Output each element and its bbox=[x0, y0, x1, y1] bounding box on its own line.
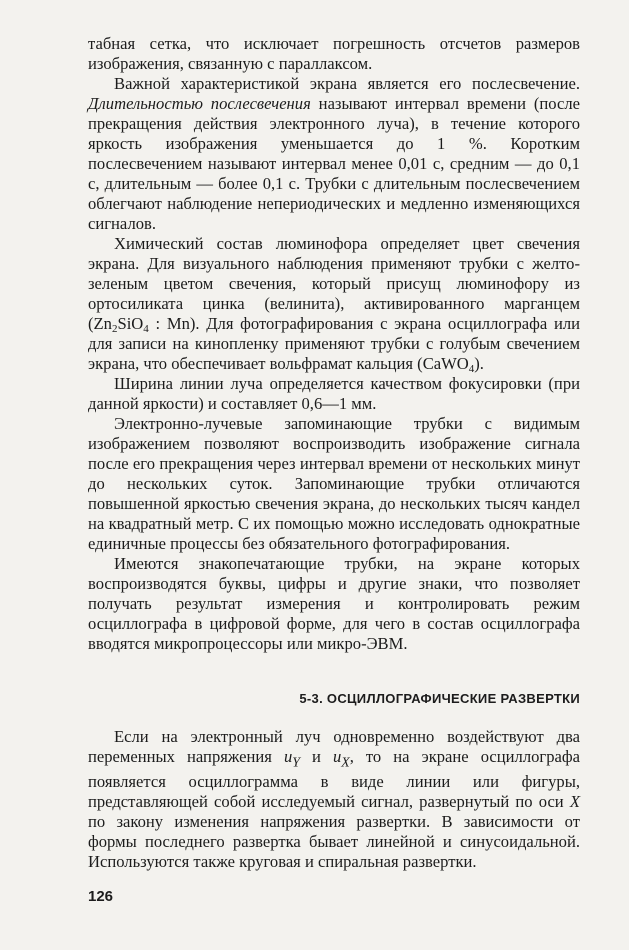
subscript: 4 bbox=[468, 363, 475, 375]
text-run: Если на электронный луч одновременно воздействуют два переменных напряжения bbox=[88, 727, 580, 766]
paragraph-storage-tubes: Электронно-лучевые запоминающие трубки с видимым изображением позволяют воспроизводить изображение сигнала после его прекращения через интервал времени от нескольких минут до нескольких суток. Запоминающие трубки отличаются повышенной яркостью свечения экрана, до нескольких тысяч кандел на квадратный метр. С их помощью можно исследовать однократные единичные процессы без обязательного фотографирования. bbox=[88, 414, 580, 553]
paragraph-charactron: Имеются знакопечатающие трубки, на экране которых воспроизводятся буквы, цифры и другие знаки, что позволяет получать результат измерения и контролировать режим осциллографа в цифровой форме, для чего в состав осциллографа вводятся микропроцессоры или микро-ЭВМ. bbox=[88, 554, 580, 653]
paragraph-phosphor bbox=[88, 234, 580, 374]
text-run: Химический состав люминофора определяет цвет свечения экрана. Для визуального наблюдения применяют трубки с желто-зеленым цветом свечения, который присущ люминофору из ортосиликата цинка (велинита), активированного марганцем (Zn bbox=[88, 234, 580, 333]
body-text-upper bbox=[88, 34, 580, 654]
subscript-x: X bbox=[341, 754, 350, 770]
paragraph-sweeps bbox=[88, 727, 580, 872]
text-run: Важной характеристикой экрана является его послесвечение. bbox=[114, 74, 580, 93]
subscript: 4 bbox=[143, 323, 149, 335]
paragraph-line-width: Ширина линии луча определяется качеством фокусировки (при данной яркости) и составляет 0,6—1 мм. bbox=[88, 374, 580, 413]
section-heading: 5-3. ОСЦИЛЛОГРАФИЧЕСКИЕ РАЗВЕРТКИ bbox=[299, 691, 580, 706]
text-run: , то на экране осциллографа появляется осциллограмма в виде линии или фигуры, представляющей собой исследуемый сигнал, развернутый по оси bbox=[88, 747, 580, 812]
paragraph-continuation: табная сетка, что исключает погрешность отсчетов размеров изображения, связанную с параллаксом. bbox=[88, 34, 580, 73]
text-run: ). bbox=[474, 354, 484, 373]
symbol-u: u bbox=[283, 747, 293, 766]
subscript bbox=[292, 754, 300, 769]
text-run: и bbox=[299, 747, 333, 766]
subscript-y: Y bbox=[292, 754, 300, 770]
symbol-u: u bbox=[332, 747, 342, 766]
subscript: 2 bbox=[111, 323, 118, 335]
text-run: называют интервал времени (после прекращения действия электронного луча), в течение которого яркость изображения уменьшается до 1 %. Коротким послесвечением называют интервал менее 0,01 с, средним — до 0,1 с, длительным — более 0,1 с. Трубки с длительным послесвечением облегчают наблюдение непериодических и медленно изменяющихся сигналов. bbox=[88, 94, 580, 233]
page-number: 126 bbox=[88, 888, 114, 905]
text-run: по закону изменения напряжения развертки. В зависимости от формы последнего развертка бывает линейной и синусоидальной. Используются также круговая и спиральная развертки. bbox=[88, 812, 580, 872]
text-run: SiO bbox=[117, 314, 144, 333]
term-afterglow-duration: Длительностью послесвечения bbox=[88, 94, 311, 113]
body-text-lower bbox=[88, 727, 580, 872]
symbol-axis-x: X bbox=[569, 792, 580, 812]
paragraph-afterglow bbox=[88, 74, 580, 234]
subscript bbox=[341, 754, 349, 769]
text-run: : Mn). Для фотографирования с экрана осциллографа или для записи на кинопленку применяют трубки с голубым свечением экрана, что обеспечивает вольфрамат кальция (CaWO bbox=[88, 314, 580, 373]
